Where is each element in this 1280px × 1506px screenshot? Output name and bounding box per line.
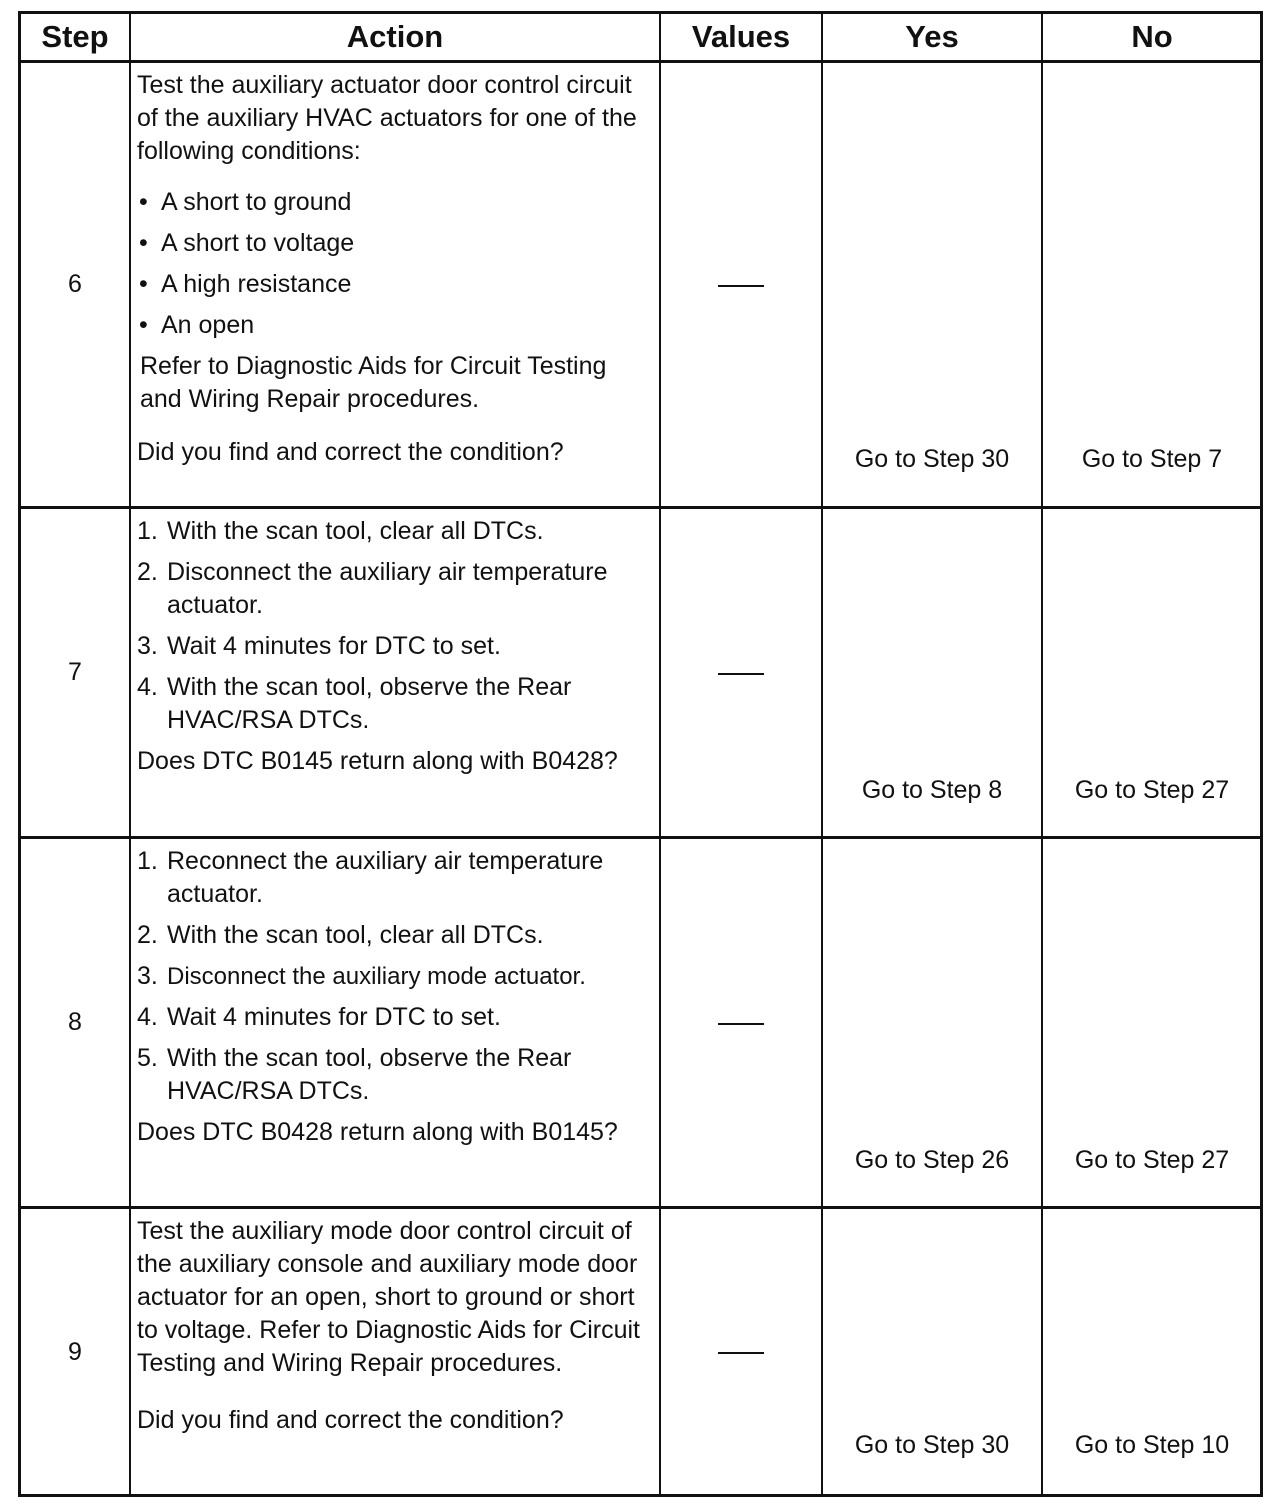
- table-header: [21, 14, 1260, 63]
- header-step: Step: [41, 19, 109, 54]
- action-cell: [131, 63, 659, 506]
- action-question: Did you find and correct the condition?: [137, 1406, 564, 1434]
- header-no: No: [1131, 19, 1173, 54]
- list-item: 2. With the scan tool, clear all DTCs.: [137, 921, 544, 949]
- no-cell: [1043, 1209, 1261, 1495]
- no-cell: [1043, 839, 1261, 1206]
- values-cell: [661, 1209, 821, 1495]
- step-number: 7: [68, 658, 82, 686]
- list-item: • A high resistance: [139, 270, 352, 298]
- diagnostic-table: [18, 11, 1263, 1497]
- action-question: Did you find and correct the condition?: [137, 438, 564, 466]
- header-values: Values: [691, 19, 791, 54]
- no-cell: [1043, 63, 1261, 506]
- list-item: 2. Disconnect the auxiliary air temperature actuator.: [137, 558, 608, 619]
- table-row: [21, 63, 1260, 509]
- values-cell: [661, 839, 821, 1206]
- yes-cell: [823, 1209, 1041, 1495]
- empty-value-dash: [718, 1352, 764, 1354]
- no-goto: Go to Step 10: [1074, 1431, 1230, 1459]
- list-item: 5. With the scan tool, observe the Rear HVAC/RSA DTCs.: [137, 1044, 572, 1105]
- values-cell: [661, 509, 821, 836]
- yes-cell: [823, 63, 1041, 506]
- no-goto: Go to Step 27: [1074, 1146, 1230, 1174]
- yes-cell: [823, 839, 1041, 1206]
- action-cell: [131, 509, 659, 836]
- step-number: 8: [68, 1008, 82, 1036]
- list-item: 3. Wait 4 minutes for DTC to set.: [137, 632, 501, 660]
- list-item: • A short to ground: [139, 188, 352, 216]
- empty-value-dash: [718, 673, 764, 675]
- action-intro: Test the auxiliary mode door control circuit of the auxiliary console and auxiliary mode door actuator for an open, short to ground or short to voltage. Refer to Diagnostic Aids for Circuit Testing and Wiring Repair procedures.: [137, 1217, 641, 1377]
- no-cell: [1043, 509, 1261, 836]
- table-row: [21, 1209, 1260, 1495]
- list-item: • A short to voltage: [139, 229, 355, 257]
- action-refer: Refer to Diagnostic Aids for Circuit Testing and Wiring Repair procedures.: [140, 352, 607, 413]
- action-intro: Test the auxiliary actuator door control circuit of the auxiliary HVAC actuators for one of the following conditions:: [137, 71, 637, 165]
- yes-goto: Go to Step 30: [854, 445, 1010, 473]
- list-item: • An open: [139, 311, 255, 339]
- empty-value-dash: [718, 285, 764, 287]
- table-row: [21, 509, 1260, 839]
- no-goto: Go to Step 7: [1081, 445, 1223, 473]
- yes-goto: Go to Step 8: [861, 776, 1003, 804]
- yes-goto: Go to Step 30: [854, 1431, 1010, 1459]
- list-item: 1. Reconnect the auxiliary air temperature actuator.: [137, 847, 604, 908]
- yes-goto: Go to Step 26: [854, 1146, 1010, 1174]
- list-item: 4. Wait 4 minutes for DTC to set.: [137, 1003, 501, 1031]
- action-cell: [131, 839, 659, 1206]
- list-item: 3. Disconnect the auxiliary mode actuator.: [137, 962, 586, 990]
- header-action: Action: [346, 19, 444, 54]
- step-number: 6: [68, 270, 82, 298]
- action-question: Does DTC B0145 return along with B0428?: [137, 747, 618, 775]
- step-number: 9: [68, 1337, 82, 1366]
- empty-value-dash: [718, 1023, 764, 1025]
- yes-cell: [823, 509, 1041, 836]
- action-question: Does DTC B0428 return along with B0145?: [137, 1118, 618, 1146]
- table-row: [21, 839, 1260, 1209]
- list-item: 4. With the scan tool, observe the Rear HVAC/RSA DTCs.: [137, 673, 572, 734]
- no-goto: Go to Step 27: [1074, 776, 1230, 804]
- values-cell: [661, 63, 821, 506]
- header-yes: Yes: [905, 19, 959, 54]
- list-item: 1. With the scan tool, clear all DTCs.: [137, 517, 544, 545]
- action-cell: [131, 1209, 659, 1495]
